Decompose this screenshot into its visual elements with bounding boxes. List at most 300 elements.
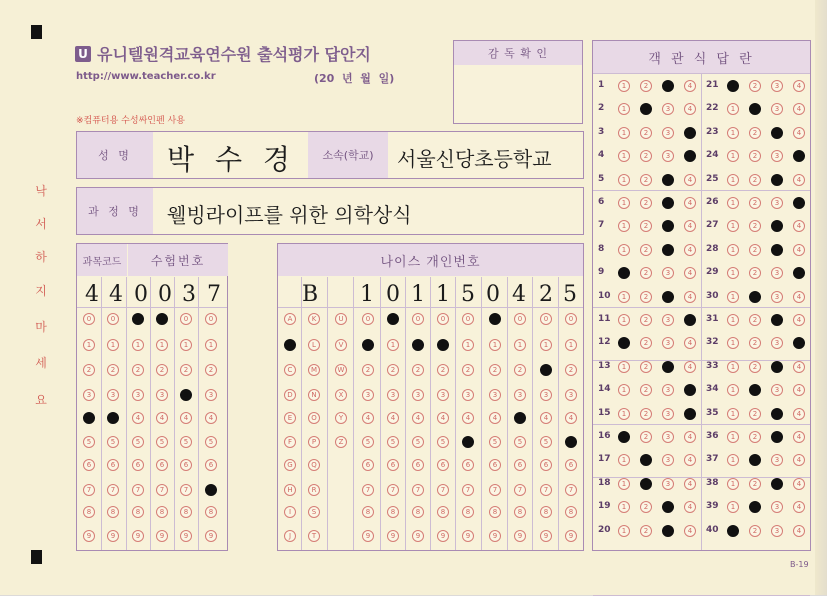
answer-bubble[interactable]: 2 [749, 501, 761, 513]
answer-bubble[interactable]: 2 [749, 244, 761, 256]
answer-bubble[interactable]: 3 [662, 291, 674, 303]
answer-bubble[interactable]: 1 [618, 501, 630, 513]
code-digit-bubble[interactable]: 3 [107, 389, 119, 401]
nice-letter-bubble[interactable]: A [284, 313, 296, 325]
answer-bubble[interactable]: 2 [749, 103, 761, 115]
answer-bubble[interactable]: 4 [684, 267, 696, 279]
nice-digit-bubble[interactable]: 8 [489, 506, 501, 518]
nice-digit-bubble[interactable]: 0 [412, 313, 424, 325]
answer-bubble[interactable]: 4 [793, 220, 805, 232]
nice-digit-bubble[interactable]: 1 [462, 339, 474, 351]
nice-letter-bubble[interactable]: V [335, 339, 347, 351]
answer-bubble[interactable]: 2 [640, 314, 652, 326]
nice-letter-bubble[interactable]: M [308, 364, 320, 376]
answer-bubble[interactable]: 1 [727, 103, 739, 115]
nice-letter-bubble[interactable]: F [284, 436, 296, 448]
answer-bubble[interactable]: 2 [640, 361, 652, 373]
answer-bubble[interactable]: 4 [684, 103, 696, 115]
nice-letter-bubble[interactable]: H [284, 484, 296, 496]
nice-digit-bubble[interactable]: 3 [489, 389, 501, 401]
nice-digit-bubble[interactable]: 5 [387, 436, 399, 448]
answer-bubble[interactable]: 3 [662, 127, 674, 139]
answer-bubble[interactable]: 4 [684, 408, 696, 420]
answer-bubble[interactable]: 4 [793, 478, 805, 490]
nice-letter-bubble[interactable]: Y [335, 412, 347, 424]
answer-bubble[interactable]: 3 [771, 80, 783, 92]
nice-digit-bubble[interactable]: 7 [462, 484, 474, 496]
code-digit-bubble[interactable]: 6 [132, 459, 144, 471]
nice-digit-bubble[interactable]: 6 [362, 459, 374, 471]
nice-digit-bubble[interactable]: 4 [362, 412, 374, 424]
nice-digit-bubble[interactable]: 8 [514, 506, 526, 518]
code-digit-bubble[interactable]: 0 [205, 313, 217, 325]
answer-bubble[interactable]: 4 [684, 501, 696, 513]
answer-bubble[interactable]: 2 [749, 431, 761, 443]
answer-bubble[interactable]: 2 [640, 267, 652, 279]
answer-bubble[interactable]: 2 [640, 525, 652, 537]
answer-bubble[interactable]: 1 [727, 431, 739, 443]
nice-digit-bubble[interactable]: 0 [489, 313, 501, 325]
nice-digit-bubble[interactable]: 8 [412, 506, 424, 518]
code-digit-bubble[interactable]: 4 [132, 412, 144, 424]
nice-digit-bubble[interactable]: 0 [387, 313, 399, 325]
nice-digit-bubble[interactable]: 1 [362, 339, 374, 351]
answer-bubble[interactable]: 4 [684, 291, 696, 303]
nice-digit-bubble[interactable]: 3 [514, 389, 526, 401]
code-digit-bubble[interactable]: 9 [180, 530, 192, 542]
nice-digit-bubble[interactable]: 6 [437, 459, 449, 471]
code-digit-bubble[interactable]: 8 [156, 506, 168, 518]
answer-bubble[interactable]: 3 [771, 244, 783, 256]
answer-bubble[interactable]: 2 [749, 408, 761, 420]
answer-bubble[interactable]: 2 [749, 384, 761, 396]
answer-bubble[interactable]: 3 [662, 267, 674, 279]
nice-digit-bubble[interactable]: 2 [437, 364, 449, 376]
answer-bubble[interactable]: 3 [771, 220, 783, 232]
answer-bubble[interactable]: 1 [727, 525, 739, 537]
code-digit-bubble[interactable]: 8 [180, 506, 192, 518]
code-digit-bubble[interactable]: 9 [156, 530, 168, 542]
answer-bubble[interactable]: 1 [727, 174, 739, 186]
answer-bubble[interactable]: 3 [771, 267, 783, 279]
answer-bubble[interactable]: 3 [662, 431, 674, 443]
code-digit-bubble[interactable]: 6 [83, 459, 95, 471]
nice-digit-bubble[interactable]: 2 [387, 364, 399, 376]
nice-digit-bubble[interactable]: 0 [362, 313, 374, 325]
answer-bubble[interactable]: 1 [618, 197, 630, 209]
nice-digit-bubble[interactable]: 9 [387, 530, 399, 542]
nice-letter-bubble[interactable]: S [308, 506, 320, 518]
nice-digit-bubble[interactable]: 4 [540, 412, 552, 424]
answer-bubble[interactable]: 4 [793, 197, 805, 209]
code-digit-bubble[interactable]: 1 [132, 339, 144, 351]
code-digit-bubble[interactable]: 7 [83, 484, 95, 496]
nice-digit-bubble[interactable]: 3 [540, 389, 552, 401]
answer-bubble[interactable]: 1 [618, 80, 630, 92]
nice-digit-bubble[interactable]: 5 [462, 436, 474, 448]
code-digit-bubble[interactable]: 3 [83, 389, 95, 401]
answer-bubble[interactable]: 4 [684, 337, 696, 349]
answer-bubble[interactable]: 1 [618, 384, 630, 396]
nice-letter-bubble[interactable]: E [284, 412, 296, 424]
nice-digit-bubble[interactable]: 6 [412, 459, 424, 471]
answer-bubble[interactable]: 3 [662, 501, 674, 513]
code-digit-bubble[interactable]: 4 [83, 412, 95, 424]
nice-digit-bubble[interactable]: 7 [362, 484, 374, 496]
nice-letter-bubble[interactable]: G [284, 459, 296, 471]
nice-digit-bubble[interactable]: 9 [437, 530, 449, 542]
answer-bubble[interactable]: 2 [640, 220, 652, 232]
answer-bubble[interactable]: 3 [771, 150, 783, 162]
code-digit-bubble[interactable]: 4 [180, 412, 192, 424]
answer-bubble[interactable]: 1 [618, 291, 630, 303]
code-digit-bubble[interactable]: 9 [83, 530, 95, 542]
answer-bubble[interactable]: 3 [662, 525, 674, 537]
answer-bubble[interactable]: 4 [793, 291, 805, 303]
answer-bubble[interactable]: 1 [727, 454, 739, 466]
code-digit-bubble[interactable]: 1 [83, 339, 95, 351]
answer-bubble[interactable]: 1 [727, 408, 739, 420]
code-digit-bubble[interactable]: 0 [180, 313, 192, 325]
answer-bubble[interactable]: 1 [727, 361, 739, 373]
code-digit-bubble[interactable]: 4 [156, 412, 168, 424]
nice-digit-bubble[interactable]: 1 [412, 339, 424, 351]
answer-bubble[interactable]: 4 [793, 267, 805, 279]
nice-digit-bubble[interactable]: 6 [489, 459, 501, 471]
nice-digit-bubble[interactable]: 8 [437, 506, 449, 518]
answer-bubble[interactable]: 4 [793, 501, 805, 513]
nice-letter-bubble[interactable]: Z [335, 436, 347, 448]
answer-bubble[interactable]: 4 [684, 361, 696, 373]
answer-bubble[interactable]: 2 [749, 174, 761, 186]
answer-bubble[interactable]: 1 [618, 454, 630, 466]
answer-bubble[interactable]: 3 [771, 501, 783, 513]
nice-letter-bubble[interactable]: P [308, 436, 320, 448]
answer-bubble[interactable]: 3 [662, 103, 674, 115]
answer-bubble[interactable]: 3 [662, 408, 674, 420]
code-digit-bubble[interactable]: 4 [107, 412, 119, 424]
code-digit-bubble[interactable]: 0 [83, 313, 95, 325]
nice-digit-bubble[interactable]: 0 [462, 313, 474, 325]
code-digit-bubble[interactable]: 8 [205, 506, 217, 518]
nice-digit-bubble[interactable]: 4 [412, 412, 424, 424]
code-digit-bubble[interactable]: 4 [205, 412, 217, 424]
nice-letter-bubble[interactable]: X [335, 389, 347, 401]
code-digit-bubble[interactable]: 3 [132, 389, 144, 401]
answer-bubble[interactable]: 3 [771, 314, 783, 326]
nice-digit-bubble[interactable]: 1 [489, 339, 501, 351]
nice-digit-bubble[interactable]: 6 [514, 459, 526, 471]
answer-bubble[interactable]: 3 [662, 454, 674, 466]
nice-digit-bubble[interactable]: 6 [387, 459, 399, 471]
answer-bubble[interactable]: 3 [771, 174, 783, 186]
answer-bubble[interactable]: 4 [684, 384, 696, 396]
answer-bubble[interactable]: 2 [640, 150, 652, 162]
code-digit-bubble[interactable]: 6 [205, 459, 217, 471]
answer-bubble[interactable]: 4 [793, 408, 805, 420]
answer-bubble[interactable]: 1 [618, 361, 630, 373]
nice-digit-bubble[interactable]: 7 [387, 484, 399, 496]
nice-digit-bubble[interactable]: 0 [565, 313, 577, 325]
code-digit-bubble[interactable]: 8 [83, 506, 95, 518]
nice-digit-bubble[interactable]: 5 [489, 436, 501, 448]
nice-digit-bubble[interactable]: 1 [540, 339, 552, 351]
code-digit-bubble[interactable]: 1 [107, 339, 119, 351]
answer-bubble[interactable]: 3 [771, 431, 783, 443]
nice-digit-bubble[interactable]: 3 [412, 389, 424, 401]
nice-digit-bubble[interactable]: 3 [437, 389, 449, 401]
nice-digit-bubble[interactable]: 2 [489, 364, 501, 376]
nice-digit-bubble[interactable]: 5 [362, 436, 374, 448]
nice-letter-bubble[interactable]: O [308, 412, 320, 424]
answer-bubble[interactable]: 1 [618, 267, 630, 279]
answer-bubble[interactable]: 2 [749, 454, 761, 466]
code-digit-bubble[interactable]: 7 [205, 484, 217, 496]
code-digit-bubble[interactable]: 3 [205, 389, 217, 401]
nice-letter-bubble[interactable]: L [308, 339, 320, 351]
answer-bubble[interactable]: 4 [684, 478, 696, 490]
nice-digit-bubble[interactable]: 9 [565, 530, 577, 542]
nice-digit-bubble[interactable]: 7 [489, 484, 501, 496]
answer-bubble[interactable]: 4 [684, 174, 696, 186]
answer-bubble[interactable]: 4 [684, 431, 696, 443]
code-digit-bubble[interactable]: 0 [107, 313, 119, 325]
answer-bubble[interactable]: 1 [618, 127, 630, 139]
answer-bubble[interactable]: 2 [749, 291, 761, 303]
answer-bubble[interactable]: 2 [640, 431, 652, 443]
answer-bubble[interactable]: 4 [793, 314, 805, 326]
nice-letter-bubble[interactable]: Q [308, 459, 320, 471]
nice-digit-bubble[interactable]: 4 [387, 412, 399, 424]
answer-bubble[interactable]: 2 [640, 103, 652, 115]
answer-bubble[interactable]: 1 [727, 478, 739, 490]
answer-bubble[interactable]: 2 [640, 454, 652, 466]
answer-bubble[interactable]: 4 [793, 103, 805, 115]
answer-bubble[interactable]: 1 [727, 127, 739, 139]
nice-letter-bubble[interactable]: J [284, 530, 296, 542]
answer-bubble[interactable]: 3 [662, 478, 674, 490]
answer-bubble[interactable]: 3 [662, 220, 674, 232]
answer-bubble[interactable]: 1 [727, 244, 739, 256]
answer-bubble[interactable]: 1 [618, 525, 630, 537]
nice-digit-bubble[interactable]: 5 [514, 436, 526, 448]
answer-bubble[interactable]: 1 [727, 384, 739, 396]
answer-bubble[interactable]: 2 [749, 478, 761, 490]
answer-bubble[interactable]: 4 [793, 244, 805, 256]
nice-digit-bubble[interactable]: 2 [412, 364, 424, 376]
code-digit-bubble[interactable]: 6 [107, 459, 119, 471]
answer-bubble[interactable]: 1 [618, 314, 630, 326]
answer-bubble[interactable]: 1 [618, 431, 630, 443]
nice-letter-bubble[interactable]: W [335, 364, 347, 376]
answer-bubble[interactable]: 1 [618, 408, 630, 420]
nice-digit-bubble[interactable]: 5 [412, 436, 424, 448]
code-digit-bubble[interactable]: 2 [156, 364, 168, 376]
nice-digit-bubble[interactable]: 5 [437, 436, 449, 448]
answer-bubble[interactable]: 1 [618, 478, 630, 490]
nice-digit-bubble[interactable]: 7 [540, 484, 552, 496]
answer-bubble[interactable]: 4 [793, 361, 805, 373]
answer-bubble[interactable]: 2 [640, 337, 652, 349]
nice-digit-bubble[interactable]: 5 [540, 436, 552, 448]
code-digit-bubble[interactable]: 1 [180, 339, 192, 351]
code-digit-bubble[interactable]: 3 [180, 389, 192, 401]
code-digit-bubble[interactable]: 3 [156, 389, 168, 401]
answer-bubble[interactable]: 4 [684, 80, 696, 92]
code-digit-bubble[interactable]: 9 [107, 530, 119, 542]
code-digit-bubble[interactable]: 0 [156, 313, 168, 325]
answer-bubble[interactable]: 1 [727, 501, 739, 513]
answer-bubble[interactable]: 1 [727, 197, 739, 209]
answer-bubble[interactable]: 4 [684, 150, 696, 162]
nice-digit-bubble[interactable]: 7 [514, 484, 526, 496]
answer-bubble[interactable]: 2 [749, 80, 761, 92]
code-digit-bubble[interactable]: 7 [156, 484, 168, 496]
code-digit-bubble[interactable]: 5 [205, 436, 217, 448]
nice-digit-bubble[interactable]: 8 [462, 506, 474, 518]
code-digit-bubble[interactable]: 5 [156, 436, 168, 448]
nice-digit-bubble[interactable]: 0 [540, 313, 552, 325]
code-digit-bubble[interactable]: 7 [132, 484, 144, 496]
nice-digit-bubble[interactable]: 3 [565, 389, 577, 401]
answer-bubble[interactable]: 4 [793, 525, 805, 537]
answer-bubble[interactable]: 2 [749, 220, 761, 232]
answer-bubble[interactable]: 2 [640, 478, 652, 490]
answer-bubble[interactable]: 2 [640, 174, 652, 186]
code-digit-bubble[interactable]: 2 [205, 364, 217, 376]
nice-digit-bubble[interactable]: 6 [540, 459, 552, 471]
answer-bubble[interactable]: 2 [749, 314, 761, 326]
answer-bubble[interactable]: 1 [618, 244, 630, 256]
answer-bubble[interactable]: 4 [793, 384, 805, 396]
answer-bubble[interactable]: 3 [771, 127, 783, 139]
answer-bubble[interactable]: 2 [749, 525, 761, 537]
answer-bubble[interactable]: 4 [793, 337, 805, 349]
code-digit-bubble[interactable]: 8 [132, 506, 144, 518]
nice-digit-bubble[interactable]: 3 [462, 389, 474, 401]
answer-bubble[interactable]: 2 [640, 501, 652, 513]
answer-bubble[interactable]: 3 [771, 454, 783, 466]
nice-digit-bubble[interactable]: 7 [437, 484, 449, 496]
answer-bubble[interactable]: 3 [771, 384, 783, 396]
answer-bubble[interactable]: 4 [684, 244, 696, 256]
code-digit-bubble[interactable]: 6 [156, 459, 168, 471]
nice-digit-bubble[interactable]: 9 [489, 530, 501, 542]
answer-bubble[interactable]: 4 [793, 127, 805, 139]
nice-digit-bubble[interactable]: 4 [565, 412, 577, 424]
code-digit-bubble[interactable]: 2 [83, 364, 95, 376]
answer-bubble[interactable]: 3 [662, 80, 674, 92]
code-digit-bubble[interactable]: 1 [156, 339, 168, 351]
answer-bubble[interactable]: 3 [662, 174, 674, 186]
answer-bubble[interactable]: 4 [684, 525, 696, 537]
nice-digit-bubble[interactable]: 4 [437, 412, 449, 424]
nice-letter-bubble[interactable]: I [284, 506, 296, 518]
answer-bubble[interactable]: 2 [640, 291, 652, 303]
answer-bubble[interactable]: 3 [771, 525, 783, 537]
nice-digit-bubble[interactable]: 7 [412, 484, 424, 496]
code-digit-bubble[interactable]: 5 [107, 436, 119, 448]
nice-digit-bubble[interactable]: 9 [462, 530, 474, 542]
answer-bubble[interactable]: 4 [684, 454, 696, 466]
nice-digit-bubble[interactable]: 7 [565, 484, 577, 496]
answer-bubble[interactable]: 4 [684, 220, 696, 232]
answer-bubble[interactable]: 4 [793, 80, 805, 92]
answer-bubble[interactable]: 4 [793, 431, 805, 443]
code-digit-bubble[interactable]: 7 [107, 484, 119, 496]
answer-bubble[interactable]: 3 [662, 244, 674, 256]
nice-digit-bubble[interactable]: 9 [412, 530, 424, 542]
answer-bubble[interactable]: 1 [727, 80, 739, 92]
answer-bubble[interactable]: 3 [771, 197, 783, 209]
answer-bubble[interactable]: 2 [640, 408, 652, 420]
answer-bubble[interactable]: 2 [640, 127, 652, 139]
nice-letter-bubble[interactable]: N [308, 389, 320, 401]
answer-bubble[interactable]: 1 [618, 337, 630, 349]
code-digit-bubble[interactable]: 5 [132, 436, 144, 448]
nice-digit-bubble[interactable]: 4 [514, 412, 526, 424]
answer-bubble[interactable]: 3 [662, 314, 674, 326]
code-digit-bubble[interactable]: 5 [83, 436, 95, 448]
nice-digit-bubble[interactable]: 9 [514, 530, 526, 542]
code-digit-bubble[interactable]: 2 [132, 364, 144, 376]
answer-bubble[interactable]: 2 [640, 197, 652, 209]
nice-digit-bubble[interactable]: 0 [514, 313, 526, 325]
nice-digit-bubble[interactable]: 2 [565, 364, 577, 376]
answer-bubble[interactable]: 1 [727, 150, 739, 162]
answer-bubble[interactable]: 4 [684, 314, 696, 326]
nice-digit-bubble[interactable]: 5 [565, 436, 577, 448]
code-digit-bubble[interactable]: 7 [180, 484, 192, 496]
nice-letter-bubble[interactable]: B [284, 339, 296, 351]
nice-digit-bubble[interactable]: 3 [387, 389, 399, 401]
answer-bubble[interactable]: 2 [640, 244, 652, 256]
nice-digit-bubble[interactable]: 8 [362, 506, 374, 518]
nice-letter-bubble[interactable]: R [308, 484, 320, 496]
nice-digit-bubble[interactable]: 4 [489, 412, 501, 424]
answer-bubble[interactable]: 2 [749, 337, 761, 349]
answer-bubble[interactable]: 1 [727, 314, 739, 326]
answer-bubble[interactable]: 1 [727, 267, 739, 279]
nice-digit-bubble[interactable]: 1 [565, 339, 577, 351]
nice-digit-bubble[interactable]: 9 [540, 530, 552, 542]
answer-bubble[interactable]: 2 [640, 384, 652, 396]
answer-bubble[interactable]: 1 [618, 150, 630, 162]
nice-digit-bubble[interactable]: 1 [387, 339, 399, 351]
answer-bubble[interactable]: 3 [662, 384, 674, 396]
answer-bubble[interactable]: 4 [793, 150, 805, 162]
nice-letter-bubble[interactable]: K [308, 313, 320, 325]
nice-digit-bubble[interactable]: 8 [540, 506, 552, 518]
answer-bubble[interactable]: 1 [618, 103, 630, 115]
answer-bubble[interactable]: 3 [771, 103, 783, 115]
nice-digit-bubble[interactable]: 2 [462, 364, 474, 376]
answer-bubble[interactable]: 3 [662, 337, 674, 349]
code-digit-bubble[interactable]: 1 [205, 339, 217, 351]
code-digit-bubble[interactable]: 8 [107, 506, 119, 518]
answer-bubble[interactable]: 4 [793, 454, 805, 466]
code-digit-bubble[interactable]: 9 [205, 530, 217, 542]
answer-bubble[interactable]: 2 [749, 361, 761, 373]
nice-digit-bubble[interactable]: 8 [387, 506, 399, 518]
nice-digit-bubble[interactable]: 2 [362, 364, 374, 376]
code-digit-bubble[interactable]: 2 [180, 364, 192, 376]
answer-bubble[interactable]: 3 [771, 361, 783, 373]
answer-bubble[interactable]: 1 [618, 174, 630, 186]
nice-digit-bubble[interactable]: 6 [565, 459, 577, 471]
answer-bubble[interactable]: 3 [662, 361, 674, 373]
answer-bubble[interactable]: 3 [771, 408, 783, 420]
